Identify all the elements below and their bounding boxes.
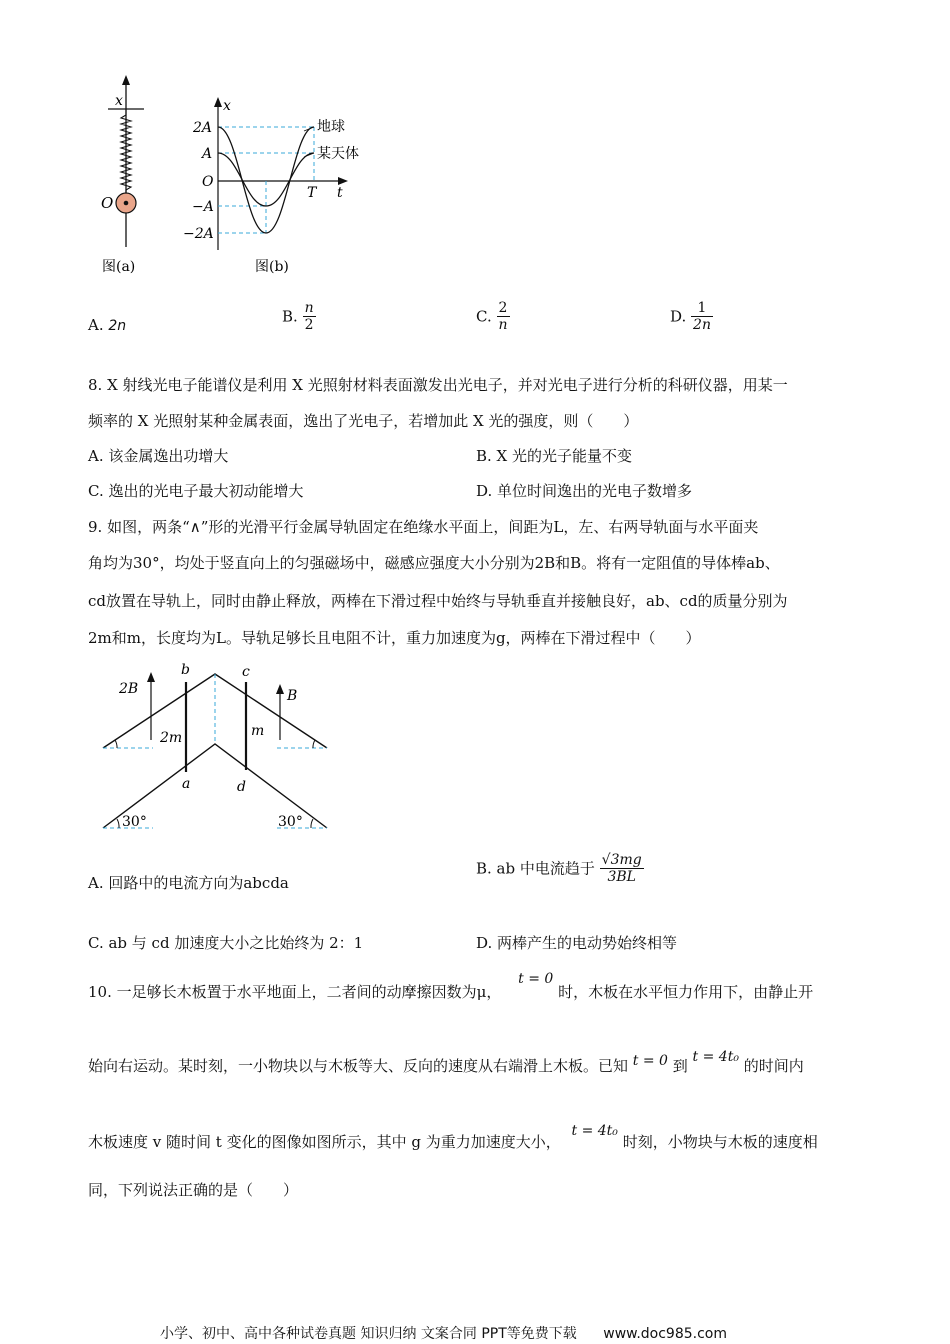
q7-option-c-denominator: n xyxy=(498,317,508,333)
q7-option-d-label: D. xyxy=(670,307,687,326)
q9-stem-line-4: 2m和m，长度均为L。导轨足够长且电阻不计，重力加速度为g，两棒在下滑过程中（ ） xyxy=(88,629,701,647)
figure-b-graph xyxy=(180,95,380,280)
q9-figure-rails xyxy=(95,660,340,835)
q10-line-4: 同，下列说法正确的是（ ） xyxy=(88,1181,299,1199)
footer-text: 小学、初中、高中各种试卷真题 知识归纳 文案合同 PPT等免费下载 xyxy=(160,1326,577,1342)
q7-option-c-fraction xyxy=(497,300,510,333)
q8-option-a[interactable]: A. 该金属逸出功增大 xyxy=(88,447,229,465)
q9-stem-line-2: 角均为30°，均处于竖直向上的匀强磁场中，磁感应强度大小分别为2B和B。将有一定阻值的导体棒ab、 xyxy=(88,554,780,572)
angle-right-label: 30° xyxy=(278,814,303,830)
q10-line-3-text-b: 时刻，小物块与木板的速度相 xyxy=(622,1133,818,1151)
q8-option-d[interactable]: D. 单位时间逸出的光电子数增多 xyxy=(476,482,693,500)
q7-option-c-numerator: 2 xyxy=(498,300,508,316)
q9-option-c[interactable]: C. ab 与 cd 加速度大小之比始终为 2：1 xyxy=(88,934,364,952)
q9-option-b-prefix: B. ab 中电流趋于 xyxy=(476,859,595,878)
q7-option-b-denominator: 2 xyxy=(303,316,316,333)
label-d: d xyxy=(237,779,246,795)
q9-stem-line-1: 9. 如图，两条“∧”形的光滑平行金属导轨固定在绝缘水平面上，间距为L，左、右两导轨面与水平面夹 xyxy=(88,518,759,536)
q7-option-c-label: C. xyxy=(476,307,492,326)
tick-2A: 2A xyxy=(193,120,213,136)
q10-line-2 xyxy=(88,1049,804,1078)
label-a: a xyxy=(182,776,191,792)
q10-line-2-text-b: 的时间内 xyxy=(743,1057,804,1075)
q8-stem-line-2: 频率的 X 光照射某种金属表面，逸出了光电子，若增加此 X 光的强度，则（ ） xyxy=(88,412,639,430)
q10-line-1-text-a: 10. 一足够长木板置于水平地面上，二者间的动摩擦因数为μ， xyxy=(88,983,502,1001)
q7-option-b-label: B. xyxy=(282,307,298,326)
figure-a-spring xyxy=(95,75,155,280)
figure-b-caption: 图(b) xyxy=(255,259,289,275)
figure-a-caption: 图(a) xyxy=(102,259,136,275)
q7-option-a[interactable] xyxy=(88,314,126,337)
label-c: c xyxy=(242,664,250,680)
tick-neg-A: −A xyxy=(192,199,214,215)
q10-line-2-mid: 到 xyxy=(672,1057,688,1075)
q10-line-2-eq-1: t = 0 xyxy=(632,1053,668,1069)
q7-option-a-label: A. xyxy=(88,316,104,334)
q9-option-b-denominator: 3BL xyxy=(600,868,644,885)
q8-option-c[interactable]: C. 逸出的光电子最大初动能增大 xyxy=(88,482,304,500)
q7-option-d[interactable] xyxy=(670,300,713,333)
footer-url[interactable]: www.doc985.com xyxy=(603,1326,727,1342)
q7-option-d-fraction xyxy=(691,300,713,333)
q10-line-1-text-b: 时，木板在水平恒力作用下，由静止开 xyxy=(558,983,814,1001)
q10-line-1 xyxy=(88,971,814,1004)
origin-label-a: O xyxy=(101,194,114,212)
label-body: 某天体 xyxy=(317,146,359,162)
label-b: b xyxy=(181,662,190,678)
q9-stem-line-3: cd放置在导轨上，同时由静止释放，两棒在下滑过程中始终与导轨垂直并接触良好，ab、cd的质量分别为 xyxy=(88,592,788,610)
label-2B: 2B xyxy=(119,681,139,697)
q10-line-3-text-a: 木板速度 v 随时间 t 变化的图像如图所示，其中 g 为重力加速度大小， xyxy=(88,1133,561,1151)
q7-option-d-numerator: 1 xyxy=(697,300,707,316)
angle-left-label: 30° xyxy=(122,814,147,830)
axis-x-label-b: x xyxy=(223,98,231,114)
q7-option-d-denominator: 2n xyxy=(693,317,711,333)
q8-stem-line-1: 8. X 射线光电子能谱仪是利用 X 光照射材料表面激发出光电子，并对光电子进行分析的科研仪器，用某一 xyxy=(88,376,788,394)
label-earth: 地球 xyxy=(317,119,345,135)
axis-x-label-a: x xyxy=(115,93,123,109)
period-label: T xyxy=(307,185,317,201)
q7-option-b-fraction xyxy=(303,300,316,333)
q10-line-1-eq: t = 0 xyxy=(518,971,554,987)
q7-option-b-numerator: n xyxy=(304,300,314,316)
q8-option-b[interactable]: B. X 光的光子能量不变 xyxy=(476,447,633,465)
tick-neg-2A: −2A xyxy=(183,226,214,242)
page-footer xyxy=(160,1323,727,1343)
label-2m: 2m xyxy=(160,730,183,746)
q9-option-a[interactable]: A. 回路中的电流方向为abcda xyxy=(88,874,289,892)
q9-option-b[interactable] xyxy=(476,852,644,885)
tick-A: A xyxy=(202,146,213,162)
axis-t-label: t xyxy=(337,185,343,201)
q7-option-c[interactable] xyxy=(476,300,510,333)
q9-option-b-fraction xyxy=(600,852,644,885)
q10-line-2-text-a: 始向右运动。某时刻，一小物块以与木板等大、反向的速度从右端滑上木板。已知 xyxy=(88,1057,629,1075)
q10-line-3-eq: t = 4t₀ xyxy=(571,1123,618,1139)
q9-option-d[interactable]: D. 两棒产生的电动势始终相等 xyxy=(476,934,678,952)
q9-option-b-numerator: √3mg xyxy=(601,852,642,868)
q10-line-3 xyxy=(88,1123,818,1154)
q7-option-a-value: 2n xyxy=(108,318,127,334)
label-m: m xyxy=(251,723,265,739)
origin-label-b: O xyxy=(202,174,214,190)
label-B: B xyxy=(287,688,298,704)
q7-option-b[interactable] xyxy=(282,300,316,333)
q10-line-2-eq-2: t = 4t₀ xyxy=(692,1049,739,1065)
